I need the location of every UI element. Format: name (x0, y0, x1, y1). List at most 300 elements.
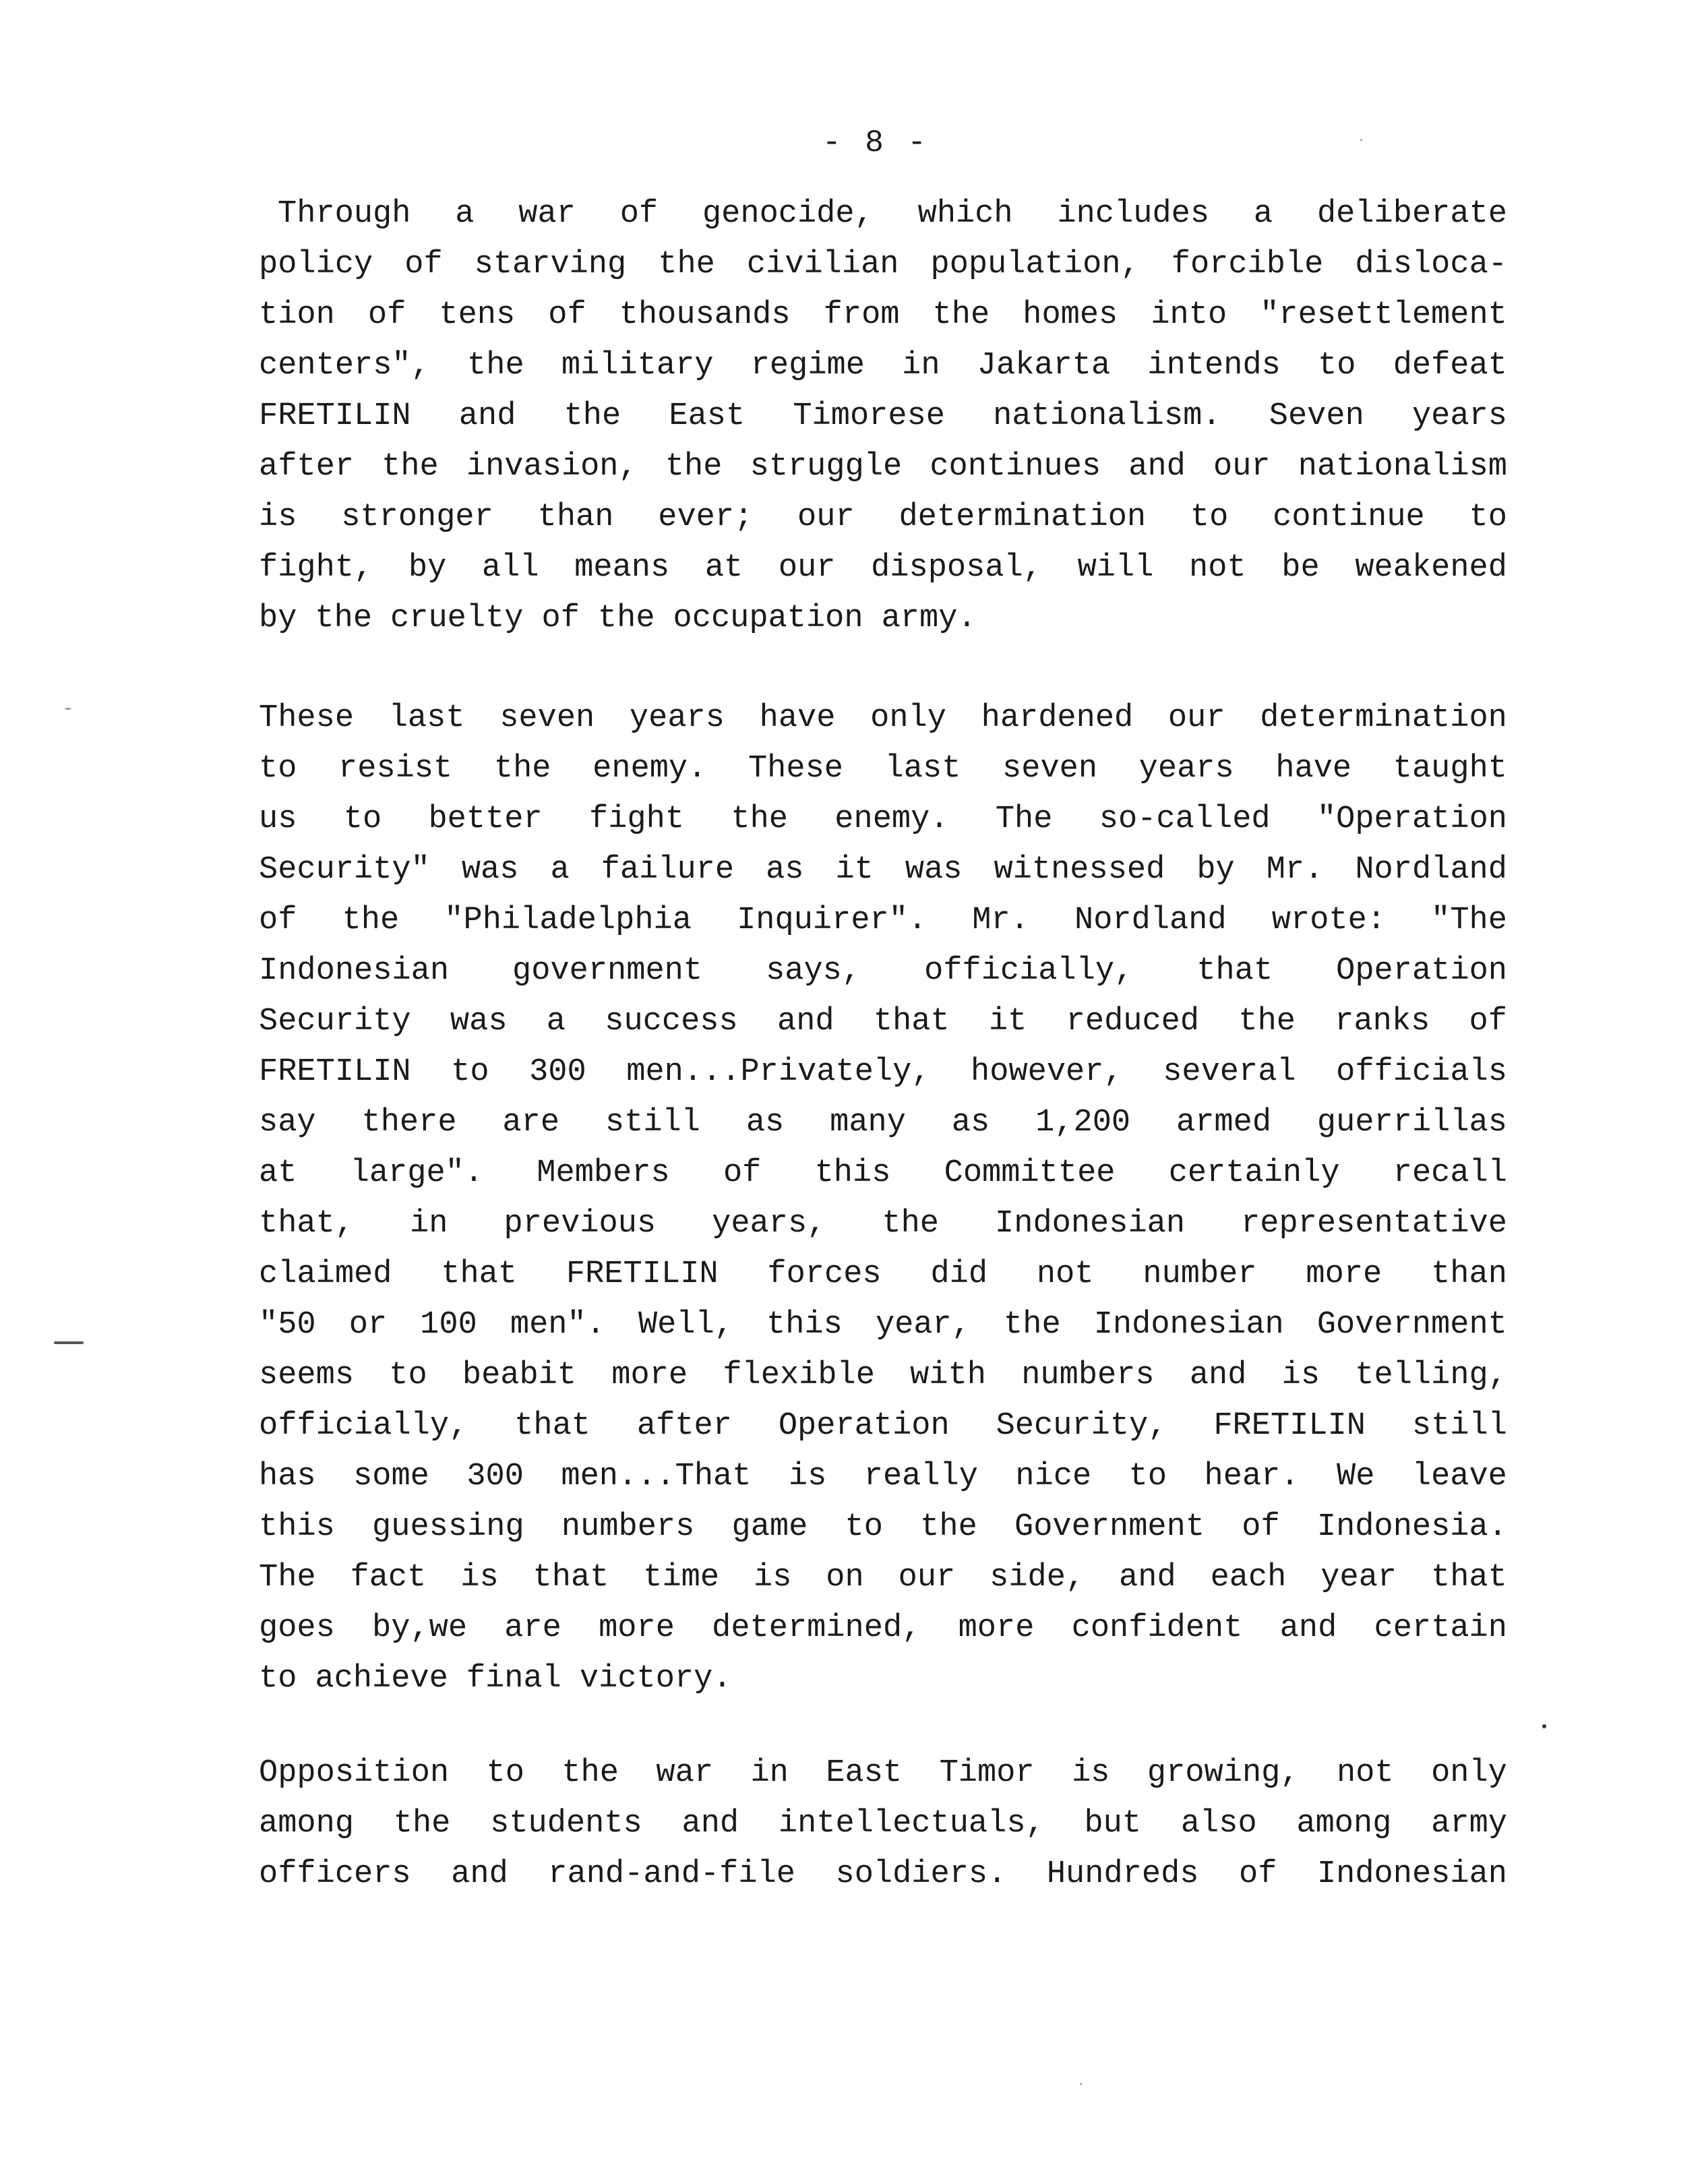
text-line (259, 946, 1507, 996)
word: the (564, 398, 621, 434)
text-line (259, 290, 1507, 340)
word: it (835, 852, 874, 888)
text-line (259, 845, 1507, 895)
word: population, (930, 247, 1140, 282)
word: officers (259, 1856, 411, 1892)
word: The (995, 801, 1053, 837)
word: hear. (1204, 1459, 1300, 1494)
word: tion (259, 297, 335, 333)
text-line (259, 1199, 1507, 1249)
word: 100 (420, 1307, 477, 1343)
word: to (1318, 348, 1356, 384)
word: from (823, 297, 900, 333)
word: Security (259, 1004, 411, 1039)
word: Timorese (793, 398, 945, 434)
word: determination (899, 499, 1147, 535)
word: final (466, 1661, 561, 1697)
word: however, (971, 1054, 1123, 1090)
word: that (514, 1408, 590, 1444)
word: Nordland (1074, 903, 1227, 938)
word: our (898, 1560, 956, 1596)
word: Mr. (972, 903, 1029, 938)
word: enemy. (592, 751, 707, 787)
word: intellectuals, (778, 1806, 1045, 1842)
word: flexible (723, 1358, 875, 1393)
word: to (1190, 499, 1229, 535)
word: recall (1393, 1155, 1507, 1191)
word: seven (499, 700, 595, 736)
word: and (458, 398, 516, 434)
word: only (1431, 1755, 1507, 1791)
word: a (550, 852, 570, 888)
paragraph-3 (259, 1748, 1507, 1900)
text-line (259, 1603, 1507, 1654)
word: representative (1241, 1206, 1507, 1242)
word: guerrillas (1316, 1105, 1507, 1141)
word: the (493, 751, 551, 787)
word: more (599, 1610, 675, 1646)
word: of (1239, 1856, 1277, 1892)
word: hardened (981, 700, 1134, 736)
word: on (826, 1560, 864, 1596)
word: is (1072, 1755, 1110, 1791)
word: claimed (259, 1256, 392, 1292)
word: this (814, 1155, 891, 1191)
word: confident (1071, 1610, 1243, 1646)
text-line (259, 492, 1507, 543)
word: are (504, 1610, 561, 1646)
word: The (259, 1560, 316, 1596)
text-line (259, 1350, 1507, 1401)
text-line (259, 1849, 1507, 1900)
word: of (619, 196, 659, 232)
word: and (1128, 449, 1186, 485)
word: ranks (1335, 1004, 1430, 1039)
word: struggle (750, 449, 903, 485)
word: among (1296, 1806, 1392, 1842)
word: officially, (259, 1408, 468, 1444)
word: a (546, 1004, 566, 1039)
word: "50 (259, 1307, 316, 1343)
word: and (777, 1004, 834, 1039)
word: the (1004, 1307, 1061, 1343)
word: than (537, 499, 614, 535)
word: and (1189, 1358, 1247, 1393)
word: fight, (259, 550, 373, 586)
word: the (597, 601, 655, 636)
word: many (830, 1105, 906, 1141)
word: and (681, 1806, 739, 1842)
word: nationalism. (993, 398, 1221, 434)
word: beabit (462, 1358, 577, 1393)
word: as (746, 1105, 785, 1141)
word: nice (1015, 1459, 1092, 1494)
text-line (259, 1502, 1507, 1552)
word: Well, (638, 1307, 733, 1343)
word: years (1138, 751, 1234, 787)
word: game (731, 1509, 808, 1545)
word: cruelty (390, 601, 524, 636)
word: was (905, 852, 963, 888)
word: East (669, 398, 746, 434)
word: that (441, 1256, 518, 1292)
word: weakened (1355, 550, 1507, 586)
text-line (259, 1552, 1507, 1603)
word: officials (1336, 1054, 1507, 1090)
word: intends (1147, 348, 1281, 384)
word: last (388, 700, 465, 736)
word: forcible (1171, 247, 1324, 282)
text-line (259, 1148, 1507, 1199)
word: in (902, 348, 940, 384)
word: each (1210, 1560, 1287, 1596)
word: genocide, (702, 196, 874, 232)
word: is (460, 1560, 499, 1596)
word: the (561, 1755, 619, 1791)
word: reduced (1066, 1004, 1200, 1039)
word: our (778, 550, 836, 586)
word: and (1279, 1610, 1337, 1646)
word: success (605, 1004, 738, 1039)
word: seems (259, 1358, 355, 1393)
word: means (574, 550, 670, 586)
word: Government (1014, 1509, 1205, 1545)
scan-speck (1542, 1724, 1546, 1728)
word: the (315, 601, 373, 636)
word: includes (1057, 196, 1210, 232)
word: men". (510, 1307, 605, 1343)
word: that (873, 1004, 950, 1039)
word: there (361, 1105, 457, 1141)
word: be (1281, 550, 1320, 586)
word: FRETILIN (1213, 1408, 1366, 1444)
text-line (259, 543, 1507, 593)
word: forces (767, 1256, 882, 1292)
word: this (259, 1509, 335, 1545)
word: tens (439, 297, 516, 333)
word: year, (875, 1307, 971, 1343)
word: Opposition (259, 1755, 450, 1791)
word: 1,200 (1035, 1105, 1131, 1141)
word: numbers (1021, 1358, 1155, 1393)
word: to (451, 1054, 489, 1090)
scan-speck (65, 708, 71, 710)
word: the (665, 449, 723, 485)
word: war (518, 196, 576, 232)
word: did (930, 1256, 988, 1292)
word: not (1337, 1755, 1394, 1791)
word: into (1151, 297, 1227, 333)
word: number (1143, 1256, 1257, 1292)
word: starving (474, 247, 627, 282)
word: men...That (561, 1459, 752, 1494)
text-line (259, 1654, 1507, 1704)
word: by (1196, 852, 1235, 888)
word: thousands (619, 297, 791, 333)
word: Indonesian (259, 953, 450, 989)
word: 300 (529, 1054, 586, 1090)
word: "resettlement (1260, 297, 1507, 333)
word: only (870, 700, 946, 736)
word: not (1036, 1256, 1094, 1292)
word: nationalism (1298, 449, 1507, 485)
word: that, (259, 1206, 355, 1242)
word: the (393, 1806, 451, 1842)
scan-speck (1080, 2083, 1082, 2085)
text-line (259, 1748, 1507, 1798)
text-line (259, 895, 1507, 946)
text-line (259, 1047, 1507, 1097)
word: army (1431, 1806, 1507, 1842)
word: more (958, 1610, 1035, 1646)
word: leave (1411, 1459, 1507, 1494)
word: the (342, 903, 400, 938)
word: Nordland (1355, 852, 1507, 888)
word: of (367, 297, 406, 333)
text-line (259, 996, 1507, 1047)
word: FRETILIN (259, 1054, 411, 1090)
word: this (766, 1307, 843, 1343)
word: time (643, 1560, 720, 1596)
word: was (450, 1004, 508, 1039)
word: by,we (372, 1610, 468, 1646)
word: and (1119, 1560, 1176, 1596)
word: failure (601, 852, 735, 888)
word: Hundreds (1046, 1856, 1199, 1892)
word: to (259, 1661, 297, 1697)
text-line (259, 1451, 1507, 1502)
word: stronger (341, 499, 493, 535)
word: certainly (1168, 1155, 1340, 1191)
word: Indonesia. (1316, 1509, 1507, 1545)
word: the (658, 247, 715, 282)
word: to (1128, 1459, 1167, 1494)
word: soldiers. (835, 1856, 1007, 1892)
word: is (1281, 1358, 1320, 1393)
word: Indonesian (1316, 1856, 1507, 1892)
word: all (481, 550, 539, 586)
word: still (1411, 1408, 1507, 1444)
word: after (636, 1408, 732, 1444)
word: disposal, (871, 550, 1042, 586)
word: continues (930, 449, 1101, 485)
word: taught (1393, 751, 1507, 787)
word: as (951, 1105, 990, 1141)
word: as (766, 852, 804, 888)
word: but (1084, 1806, 1142, 1842)
word: some (353, 1459, 429, 1494)
word: Through (278, 196, 411, 232)
word: certain (1374, 1610, 1507, 1646)
word: of (404, 247, 443, 282)
word: goes (259, 1610, 335, 1646)
word: the (467, 348, 524, 384)
text-line (259, 189, 1507, 239)
word: us (259, 801, 297, 837)
word: Security" (259, 852, 430, 888)
word: These (259, 700, 355, 736)
word: Mr. (1266, 852, 1324, 888)
paragraph-1 (259, 189, 1507, 644)
word: the (731, 801, 788, 837)
word: previous (504, 1206, 657, 1242)
word: Operation (778, 1408, 950, 1444)
word: is (259, 499, 297, 535)
word: several (1163, 1054, 1296, 1090)
word: guessing (372, 1509, 524, 1545)
word: fight (589, 801, 685, 837)
word: to (343, 801, 382, 837)
word: men...Privately, (626, 1054, 931, 1090)
word: to (1469, 499, 1507, 535)
word: fact (350, 1560, 427, 1596)
word: Government (1316, 1307, 1507, 1343)
text-line (259, 1249, 1507, 1300)
word: at (259, 1155, 297, 1191)
text-line (259, 391, 1507, 442)
word: years (629, 700, 725, 736)
word: seven (1002, 751, 1098, 787)
word: growing, (1147, 1755, 1300, 1791)
text-line (259, 693, 1507, 744)
word: more (611, 1358, 688, 1393)
word: say (259, 1105, 316, 1141)
word: in (410, 1206, 448, 1242)
word: war (656, 1755, 714, 1791)
word: students (490, 1806, 642, 1842)
word: or (348, 1307, 388, 1343)
word: occupation (673, 601, 863, 636)
word: at (704, 550, 743, 586)
word: with (910, 1358, 986, 1393)
word: homes (1023, 297, 1118, 333)
word: Indonesian (995, 1206, 1186, 1242)
word: invasion, (466, 449, 638, 485)
word: disloca- (1355, 247, 1507, 282)
word: of (1242, 1509, 1280, 1545)
word: will (1077, 550, 1154, 586)
word: which (917, 196, 1013, 232)
word: civilian (746, 247, 899, 282)
word: that (1196, 953, 1273, 989)
word: ever; (658, 499, 754, 535)
word: wrote: (1271, 903, 1387, 938)
text-line (259, 239, 1507, 290)
word: We (1337, 1459, 1375, 1494)
word: our (1167, 700, 1225, 736)
word: Timor (939, 1755, 1035, 1791)
word: have (759, 700, 836, 736)
word: defeat (1393, 348, 1507, 384)
word: the (932, 297, 990, 333)
word: military (561, 348, 714, 384)
word: army. (881, 601, 977, 636)
word: of (548, 297, 586, 333)
word: FRETILIN (259, 398, 411, 434)
word: after (259, 449, 355, 485)
word: really (863, 1459, 978, 1494)
word: numbers (561, 1509, 695, 1545)
word: "Philadelphia (444, 903, 692, 938)
word: These (748, 751, 843, 787)
word: "The (1431, 903, 1507, 938)
word: more (1306, 1256, 1382, 1292)
word: is (753, 1560, 792, 1596)
word: armed (1176, 1105, 1272, 1141)
word: determined, (712, 1610, 921, 1646)
word: of (723, 1155, 762, 1191)
word: achieve (315, 1661, 448, 1697)
word: a (1253, 196, 1273, 232)
word: continue (1273, 499, 1425, 535)
word: among (259, 1806, 355, 1842)
word: so-called (1099, 801, 1271, 837)
word: in (750, 1755, 789, 1791)
word: rand-and-file (548, 1856, 795, 1892)
word: of (259, 903, 297, 938)
word: deliberate (1316, 196, 1507, 232)
scan-speck (1360, 139, 1362, 141)
word: not (1189, 550, 1246, 586)
scan-speck (54, 1341, 84, 1344)
text-line (259, 1300, 1507, 1350)
word: our (1213, 449, 1271, 485)
word: says, (766, 953, 861, 989)
word: still (605, 1105, 700, 1141)
word: last (884, 751, 961, 787)
word: Operation (1336, 953, 1507, 989)
word: telling, (1355, 1358, 1507, 1393)
word: the (1238, 1004, 1296, 1039)
word: our (797, 499, 855, 535)
word: Members (537, 1155, 670, 1191)
word: was (461, 852, 519, 888)
word: than (1431, 1256, 1507, 1292)
word: side, (990, 1560, 1085, 1596)
word: have (1275, 751, 1352, 787)
word: year (1320, 1560, 1397, 1596)
word: to (845, 1509, 883, 1545)
word: by (259, 601, 297, 636)
paragraph-2 (259, 693, 1507, 1704)
word: and (451, 1856, 508, 1892)
word: FRETILIN (566, 1256, 719, 1292)
text-line (259, 1798, 1507, 1849)
text-line (259, 1097, 1507, 1148)
text-line (259, 744, 1507, 794)
word: the (882, 1206, 940, 1242)
word: Committee (944, 1155, 1116, 1191)
word: of (541, 601, 580, 636)
word: also (1180, 1806, 1257, 1842)
word: policy (259, 247, 373, 282)
text-line (259, 1401, 1507, 1451)
word: resist (338, 751, 453, 787)
text-line (259, 340, 1507, 391)
word: determination (1260, 700, 1507, 736)
word: regime (750, 348, 865, 384)
word: Seven (1269, 398, 1364, 434)
word: the (382, 449, 439, 485)
word: Jakarta (977, 348, 1111, 384)
word: that (532, 1560, 609, 1596)
word: Security, (996, 1408, 1167, 1444)
word: to (486, 1755, 524, 1791)
word: officially, (924, 953, 1134, 989)
word: are (502, 1105, 560, 1141)
word: it (988, 1004, 1027, 1039)
word: government (512, 953, 703, 989)
